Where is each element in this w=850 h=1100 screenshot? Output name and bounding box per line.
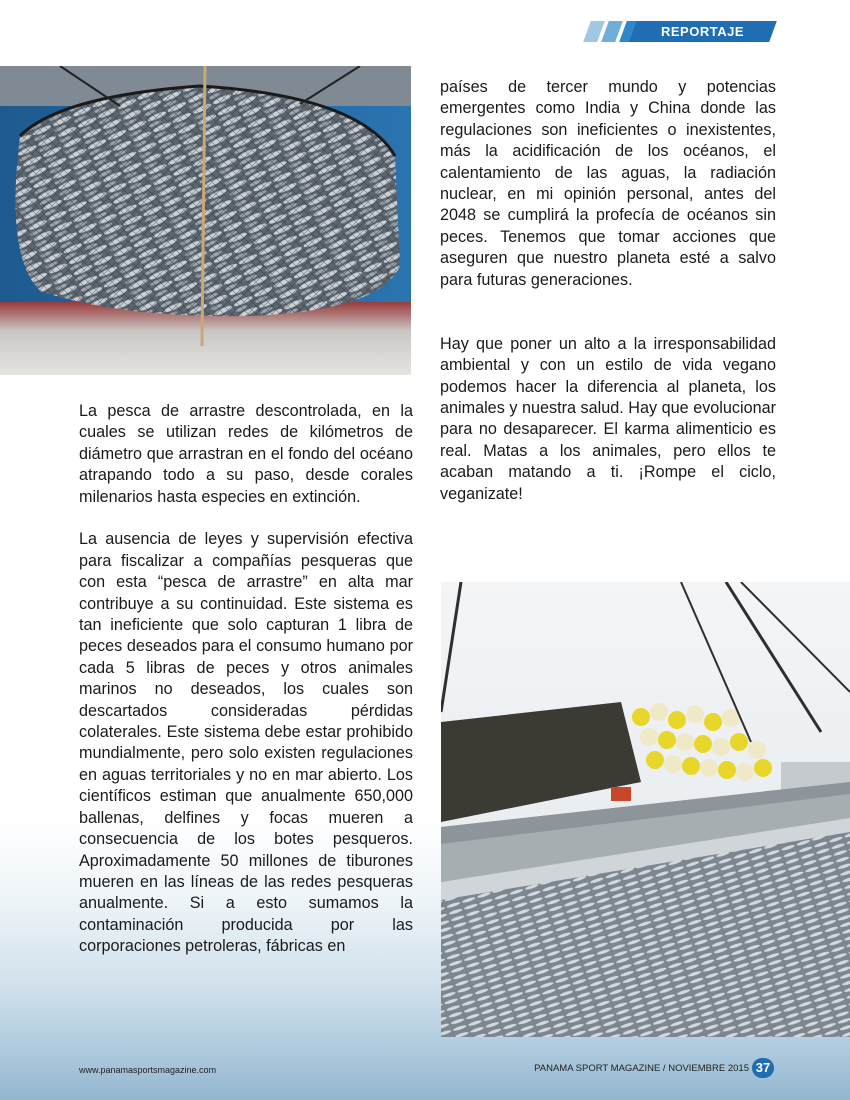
page-number: 37 bbox=[752, 1058, 774, 1078]
section-label: REPORTAJE bbox=[661, 24, 744, 39]
article-column-left bbox=[79, 401, 413, 958]
footer-magazine-issue: PANAMA SPORT MAGAZINE / NOVIEMBRE 2015 bbox=[534, 1063, 749, 1074]
footer-website: www.panamasportsmagazine.com bbox=[79, 1065, 217, 1075]
paragraph: La ausencia de leyes y supervisión efectiva para fiscalizar a compañías pesqueras que con esta “pesca de arrastre” en alta mar contribuye a su continuidad. Este sistema es tan ineficiente que solo capturan 1 libra de peces deseados para el consumo humano por cada 5 libras de peces y otros animales marinos no deseados, los cuales son descartados consideradas pérdidas colaterales. Este sistema debe estar prohibido mundialmente, pero solo existen regulaciones en aguas territoriales y no en mar abierto. Los científicos estiman que anualmente 650,000 ballenas, delfines y focas mueren a consecuencia de los botes pesqueros. Aproximadamente 50 millones de tiburones mueren en las líneas de las redes pesqueras anualmente. Si a esto sumamos la contaminación producida por las corporaciones petroleras, fábricas en bbox=[79, 530, 413, 956]
paragraph: Hay que poner un alto a la irresponsabilidad ambiental y con un estilo de vida vegano podemos hacer la diferencia al planeta, los animales y nuestra salud. Hay que evolucionar para no desaparecer. El karma alimenticio es real. Matas a los animales, pero ellos te acaban matando a ti. ¡Rompe el ciclo, veganizate! bbox=[440, 334, 776, 503]
paragraph: La pesca de arrastre descontrolada, en la cuales se utilizan redes de kilómetros de diámetro que arrastran en el fondo del océano atrapando todo a su paso, desde corales milenarios hasta especies en extinción. bbox=[79, 402, 413, 506]
photo-fishing-net bbox=[0, 66, 411, 375]
photo-boat-deck bbox=[441, 582, 850, 1037]
paragraph: países de tercer mundo y potencias emergentes como India y China donde las regulaciones son ineficientes o inexistentes, más la acidificación de los océanos, el calentamiento de las aguas, la radiación nuclear, en mi opinión personal, antes del 2048 se cumplirá la profecía de océanos sin peces. Tenemos que tomar acciones que aseguren que nuestro planeta esté a salvo para futuras generaciones. bbox=[440, 78, 776, 289]
article-column-right bbox=[440, 77, 776, 505]
